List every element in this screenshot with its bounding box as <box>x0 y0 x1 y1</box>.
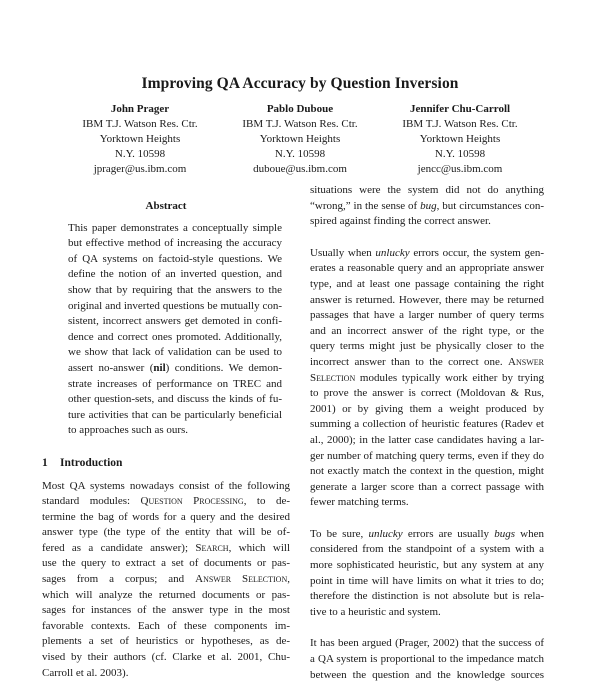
module-name: Answer Selection <box>195 573 288 586</box>
body-line <box>310 246 544 262</box>
author-name: Pablo Duboue <box>266 103 334 115</box>
paragraph <box>310 527 544 621</box>
intro-line: Carroll et al. 2003). <box>42 666 129 679</box>
text-run: Usually when <box>310 246 376 259</box>
abstract-line: This paper demonstrates a conceptually simple <box>68 221 282 234</box>
abstract-line: other question-sets, and discuss the kinds of fu- <box>68 393 282 406</box>
body-line: answer is returned. However, there may be returned <box>310 293 544 306</box>
module-name: Answer <box>508 355 544 368</box>
body-line <box>310 371 544 387</box>
abstract-line: to approaches such as ours. <box>68 424 189 437</box>
abstract-line <box>68 361 282 377</box>
body-line: erates a reasonable query and an appropriate answer <box>310 262 544 275</box>
author-name: John Prager <box>110 103 170 115</box>
body-line: therefore the distinction is not absolute but is rela- <box>310 590 544 603</box>
section-title: Introduction <box>60 456 123 469</box>
body-line: not exactly match the context in the question, might <box>310 465 544 478</box>
text-run: , but circumstances con- <box>436 199 545 212</box>
intro-line: favorable contexts. Each of these components im- <box>42 619 290 632</box>
body-line: spired against finding the correct answer. <box>310 215 491 228</box>
text-run: ) conditions. We demon- <box>165 361 282 374</box>
intro-line <box>42 541 290 557</box>
author-email: jencc@us.ibm.com <box>417 163 503 175</box>
abstract-line: but effective method of increasing the accuracy <box>68 237 282 250</box>
text-run: sages from a corpus; and <box>42 573 196 586</box>
abstract-line: sistent, incorrect answers get demoted in confi- <box>68 315 282 328</box>
author-city: Yorktown Heights <box>259 133 341 145</box>
author-1 <box>60 102 220 177</box>
abstract-body <box>68 221 282 439</box>
author-2 <box>220 102 380 177</box>
emphasis: unlucky <box>368 527 403 540</box>
body-line: and an incorrect answer of the right type, or the <box>310 324 544 337</box>
paragraph <box>310 183 544 230</box>
body-line <box>310 527 544 543</box>
section-heading-introduction <box>42 456 290 472</box>
body-line: a QA system is proportional to the impedance match <box>310 653 544 666</box>
body-line: 2001) or by giving them a weight produced by <box>310 402 544 415</box>
author-city: Yorktown Heights <box>419 133 501 145</box>
paper-title: Improving QA Accuracy by Question Inversion <box>141 75 459 92</box>
body-line: situations were the system did not do anything <box>310 184 544 196</box>
intro-line: vised by their authors (cf. Clarke et al. 2001, Chu- <box>42 651 290 664</box>
emphasis: unlucky <box>375 246 410 259</box>
right-column <box>310 183 544 683</box>
author-affiliation: IBM T.J. Watson Res. Ctr. <box>242 118 358 130</box>
text-run: , which will <box>228 541 290 554</box>
intro-line: Most QA systems nowadays consist of the following <box>42 479 290 492</box>
text-run: , <box>287 573 290 586</box>
intro-line: sages for instances of the answer type in the most <box>42 604 290 617</box>
text-run: incorrect answer than to the correct one. <box>310 355 509 368</box>
text-run: when <box>514 527 544 540</box>
author-zip: N.Y. 10598 <box>434 148 486 160</box>
text-run: , to de- <box>243 495 290 508</box>
text-run: standard modules: <box>42 495 141 508</box>
body-line: ger number of matching query terms, even if they do <box>310 449 544 462</box>
intro-line: use the query to extract a set of documents or pas- <box>42 557 290 570</box>
section-number: 1 <box>42 456 48 469</box>
intro-line <box>42 572 290 588</box>
body-line: more sophisticated heuristic, but any system at any <box>310 559 544 572</box>
emphasis: bugs <box>494 527 515 540</box>
emphasis: bug <box>420 199 437 212</box>
body-line: fewer matching terms. <box>310 496 409 509</box>
abstract-line: dence and correct ones promoted. Additionally, <box>68 330 282 343</box>
intro-line <box>42 494 290 510</box>
abstract-heading: Abstract <box>145 200 187 212</box>
author-block <box>60 102 540 177</box>
body-line: to prove the answer is correct (Moldovan & Rus, <box>310 387 544 400</box>
abstract-line: define the notion of an inverted question, and <box>68 268 282 281</box>
abstract-line: strate increases of performance on TREC and <box>68 377 282 390</box>
body-line: considered from the standpoint of a system with a <box>310 543 544 556</box>
text-run: “wrong,” in the sense of <box>310 199 421 212</box>
abstract-line: original and inverted questions be mutually con- <box>68 299 282 312</box>
abstract-line: ture activities that can be particularly beneficial <box>68 408 282 421</box>
body-line <box>310 199 544 215</box>
intro-line: plements a set of heuristics or hypotheses, as de- <box>42 635 290 648</box>
intro-line: which will analyze the returned documents or pas- <box>42 588 290 601</box>
author-city: Yorktown Heights <box>99 133 181 145</box>
body-line: type, and at least one passage containing the right <box>310 277 544 290</box>
text-run: To be sure, <box>310 527 369 540</box>
intro-line: answer type (the type of the entity that will be of- <box>42 526 290 539</box>
text-run: errors are usually <box>402 527 495 540</box>
author-email: duboue@us.ibm.com <box>253 163 347 175</box>
author-zip: N.Y. 10598 <box>274 148 326 160</box>
nil-term: nil <box>153 361 166 374</box>
abstract-line: show that by requiring that the answers to the <box>68 283 282 296</box>
intro-line: termine the bag of words for a query and the desired <box>42 510 290 523</box>
abstract-line: we show that lack of validation can be used to <box>68 346 282 359</box>
module-name: Question Processing <box>140 495 244 508</box>
abstract-line: of QA systems on factoid-style questions. We <box>68 252 282 265</box>
body-line <box>310 355 544 371</box>
author-email: jprager@us.ibm.com <box>93 163 187 175</box>
author-affiliation: IBM T.J. Watson Res. Ctr. <box>402 118 518 130</box>
author-3 <box>380 102 540 177</box>
text-run: fered as a candidate answer); <box>42 541 196 554</box>
body-line: query terms might just be physically closer to the <box>310 340 544 353</box>
body-line: It has been argued (Prager, 2002) that the success of <box>310 637 544 650</box>
paragraph <box>310 636 544 683</box>
body-line: passages that have a larger number of query terms <box>310 309 544 322</box>
body-line: point in time will have limits on what it tries to do; <box>310 574 544 587</box>
left-column <box>42 199 290 681</box>
paragraph <box>310 246 544 511</box>
author-zip: N.Y. 10598 <box>114 148 166 160</box>
body-line: tive to a heuristic and system. <box>310 605 441 618</box>
body-line: between the question and the knowledge sources <box>310 668 544 681</box>
body-line: summing a collection of heuristic features (Radev et <box>310 418 544 431</box>
text-run: errors occur, the system gen- <box>409 246 544 259</box>
body-line: generate a larger score than a correct passage with <box>310 480 544 493</box>
author-name: Jennifer Chu-Carroll <box>409 103 511 115</box>
module-name: Selection <box>310 371 356 384</box>
introduction-body <box>42 479 290 682</box>
text-run: assert no-answer ( <box>68 361 154 374</box>
body-line: al., 2000); in the latter case candidates having a lar- <box>310 433 544 446</box>
author-affiliation: IBM T.J. Watson Res. Ctr. <box>82 118 198 130</box>
module-name: Search <box>195 541 229 554</box>
text-run: modules typically work either by trying <box>355 371 544 384</box>
